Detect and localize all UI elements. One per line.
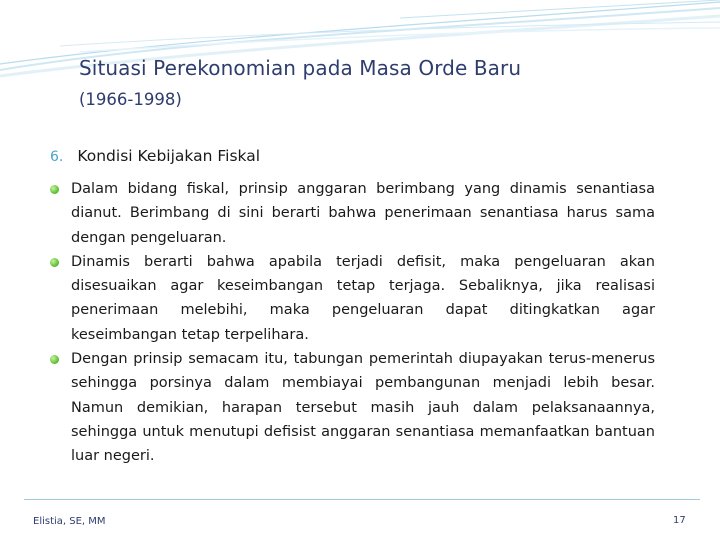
page-number: 17 [673,515,686,526]
bullet-list [50,177,655,469]
bullet-dot-icon [50,258,59,267]
bullet-text: Dinamis berarti bahwa apabila terjadi defisit, maka pengeluaran akan disesuaikan agar keseimbangan tetap terjaga. Sebaliknya, jika realisasi penerimaan melebihi, maka pengeluaran dapat ditingkatkan agar keseimbangan tetap terpelihara. [71,253,655,343]
bullet-text: Dalam bidang fiskal, prinsip anggaran berimbang yang dinamis senantiasa dianut. Berimbang di sini berarti bahwa penerimaan senantiasa harus sama dengan pengeluaran. [71,181,655,246]
section-title: Kondisi Kebijakan Fiskal [77,147,261,165]
bullet-item [50,250,655,347]
bullet-item [50,177,655,250]
footer-author: Elistia, SE, MM [33,516,106,527]
section-heading [50,147,260,165]
slide-title: Situasi Perekonomian pada Masa Orde Baru [79,56,522,80]
bullet-dot-icon [50,185,59,194]
slide-subtitle: (1966-1998) [79,90,182,109]
bullet-item [50,347,655,468]
footer-divider [24,499,700,500]
bullet-dot-icon [50,355,59,364]
bullet-text: Dengan prinsip semacam itu, tabungan pemerintah diupayakan terus-menerus sehingga porsinya dalam membiayai pembangunan menjadi lebih besar. Namun demikian, harapan tersebut masih jauh dalam pelaksanaannya, sehingga untuk menutupi defisist anggaran senantiasa memanfaatkan bantuan luar negeri. [71,351,655,465]
section-number: 6. [50,149,64,165]
